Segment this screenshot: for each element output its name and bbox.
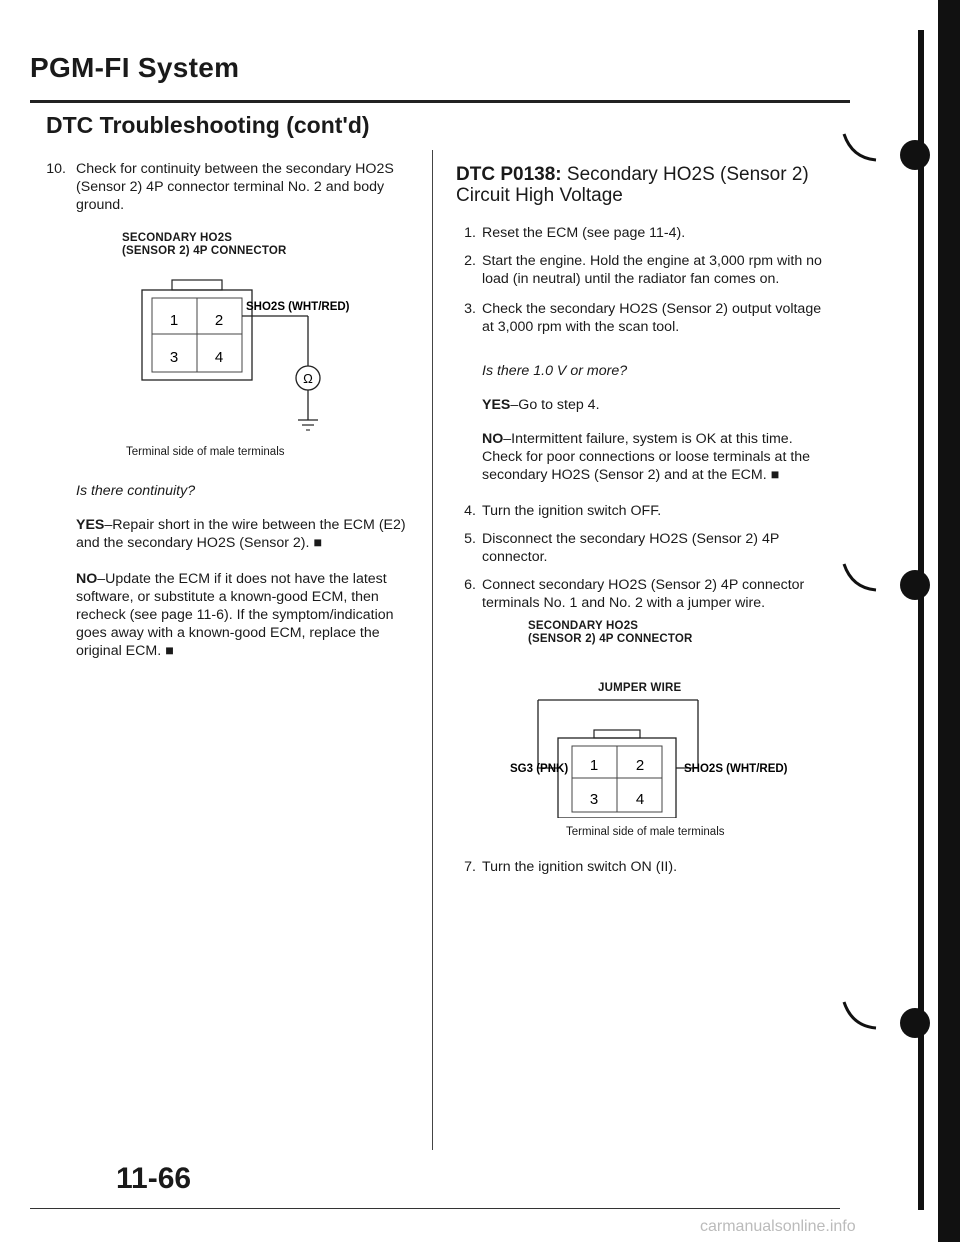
step-text: Start the engine. Hold the engine at 3,000 rpm with no load (in neutral) until the radiator fan comes on. — [482, 253, 822, 287]
pin-4: 4 — [635, 791, 645, 808]
step-5 — [456, 530, 822, 576]
step-number: 6. — [464, 577, 476, 593]
tab-marker-dot — [900, 140, 930, 170]
column-divider — [432, 150, 433, 1150]
pin-3: 3 — [169, 349, 179, 366]
continuity-question: Is there continuity? — [76, 483, 196, 499]
step-number: 10. — [46, 161, 66, 177]
jumper-wire-right — [676, 700, 698, 768]
steps-1-3 — [456, 224, 822, 340]
diagram-caption-right: Terminal side of male terminals — [566, 826, 725, 838]
yes-label: YES — [76, 517, 105, 533]
step-text: Check for continuity between the secondary HO2S (Sensor 2) 4P connector terminal No. 2 and body ground. — [76, 161, 394, 213]
end-mark: ■ — [313, 535, 322, 551]
page-title: PGM-FI System — [30, 52, 240, 83]
jumper-diagram — [500, 698, 830, 818]
step-text: Disconnect the secondary HO2S (Sensor 2) 4P connector. — [482, 531, 780, 565]
connector-title-line-2: (SENSOR 2) 4P CONNECTOR — [528, 633, 693, 645]
pin-2: 2 — [635, 757, 645, 774]
pin-1: 1 — [589, 757, 599, 774]
step-number: 5. — [464, 531, 476, 547]
no-result-right: NO–Intermittent failure, system is OK at this time. Check for poor connections or loose terminals at the secondary HO2S (Sensor 2) and at the ECM. ■ — [482, 431, 811, 483]
yes-result: YES–Repair short in the wire between the ECM (E2) and the secondary HO2S (Sensor 2). ■ — [76, 517, 406, 551]
step-3 — [456, 300, 822, 340]
pin-3: 3 — [589, 791, 599, 808]
connector-title-line-1: SECONDARY HO2S — [528, 620, 639, 632]
corner-mark-icon — [842, 558, 878, 594]
step-4 — [456, 502, 822, 530]
corner-mark-icon — [842, 128, 878, 164]
section-heading: DTC Troubleshooting (cont'd) — [46, 112, 370, 138]
header-rule — [30, 100, 850, 103]
dtc-code: DTC P0138: — [456, 164, 562, 185]
step-text: Connect secondary HO2S (Sensor 2) 4P connector terminals No. 1 and No. 2 with a jumper wire. — [482, 577, 805, 611]
jumper-label: JUMPER WIRE — [598, 682, 682, 694]
voltage-question: Is there 1.0 V or more? — [482, 363, 628, 379]
step-number: 4. — [464, 503, 476, 519]
no-text: Intermittent failure, system is OK at this time. Check for poor connections or loose terminals at the secondary HO2S (Sensor 2) and at the ECM. — [482, 431, 811, 483]
step-number: 2. — [464, 253, 476, 269]
dtc-heading-line-1 — [456, 164, 809, 185]
tab-marker-dot — [900, 570, 930, 600]
continuity-diagram — [130, 270, 390, 440]
yes-label: YES — [482, 397, 511, 413]
end-mark: ■ — [770, 467, 780, 483]
no-text: Update the ECM if it does not have the latest software, or substitute a known-good ECM, then recheck (see page 11-6). If the symptom/indication goes away with a known-good ECM, replace the original ECM. — [76, 571, 394, 659]
left-wire-label: SG3 (PNK) — [510, 763, 569, 775]
pin-4: 4 — [214, 349, 224, 366]
yes-text: Go to step 4. — [518, 397, 600, 413]
corner-mark-icon — [842, 996, 878, 1032]
step-number: 1. — [464, 225, 476, 241]
yes-result-right: YES–Go to step 4. — [482, 397, 600, 413]
pin-2: 2 — [214, 312, 224, 329]
no-label: NO — [76, 571, 98, 587]
step-7 — [456, 858, 822, 876]
wire-label: SHO2S (WHT/RED) — [246, 301, 350, 313]
step-number: 7. — [464, 859, 476, 875]
connector-latch — [594, 730, 640, 738]
no-label: NO — [482, 431, 504, 447]
step-text: Turn the ignition switch ON (II). — [482, 859, 678, 875]
steps-4-6 — [456, 502, 822, 616]
step-text: Check the secondary HO2S (Sensor 2) output voltage at 3,000 rpm with the scan tool. — [482, 301, 822, 335]
step-2 — [456, 252, 822, 300]
step-1 — [456, 224, 822, 252]
connector-title-right — [528, 620, 693, 646]
right-wire-label: SHO2S (WHT/RED) — [684, 763, 788, 775]
no-result: NO–Update the ECM if it does not have the latest software, or substitute a known-good ECM, then recheck (see page 11-6). If the symptom/indication goes away with a known-good ECM, replace the original ECM. ■ — [76, 571, 394, 659]
connector-latch — [172, 280, 222, 290]
page-number: 11-66 — [116, 1162, 192, 1195]
step-text: Reset the ECM (see page 11-4). — [482, 225, 686, 241]
dtc-title-1: Secondary HO2S (Sensor 2) — [566, 164, 809, 185]
page-edge-bar — [938, 0, 960, 1242]
footer-rule — [30, 1208, 840, 1209]
dtc-title-2: Circuit High Voltage — [456, 185, 623, 206]
connector-title-line-1: SECONDARY HO2S — [122, 232, 233, 244]
step-6 — [456, 576, 822, 616]
connector-title — [122, 232, 287, 258]
tab-marker-dot — [900, 1008, 930, 1038]
step-text: Turn the ignition switch OFF. — [482, 503, 662, 519]
end-mark: ■ — [165, 643, 174, 659]
watermark: carmanualsonline.info — [700, 1218, 856, 1235]
ohm-symbol: Ω — [303, 371, 313, 386]
dtc-heading — [456, 164, 809, 206]
step-number: 3. — [464, 301, 476, 317]
step-10 — [46, 160, 406, 214]
yes-text: Repair short in the wire between the ECM (E2) and the secondary HO2S (Sensor 2). — [76, 517, 406, 551]
diagram-caption: Terminal side of male terminals — [126, 446, 285, 458]
pin-1: 1 — [169, 312, 179, 329]
connector-title-line-2: (SENSOR 2) 4P CONNECTOR — [122, 245, 287, 257]
jumper-wire-left — [538, 700, 560, 768]
